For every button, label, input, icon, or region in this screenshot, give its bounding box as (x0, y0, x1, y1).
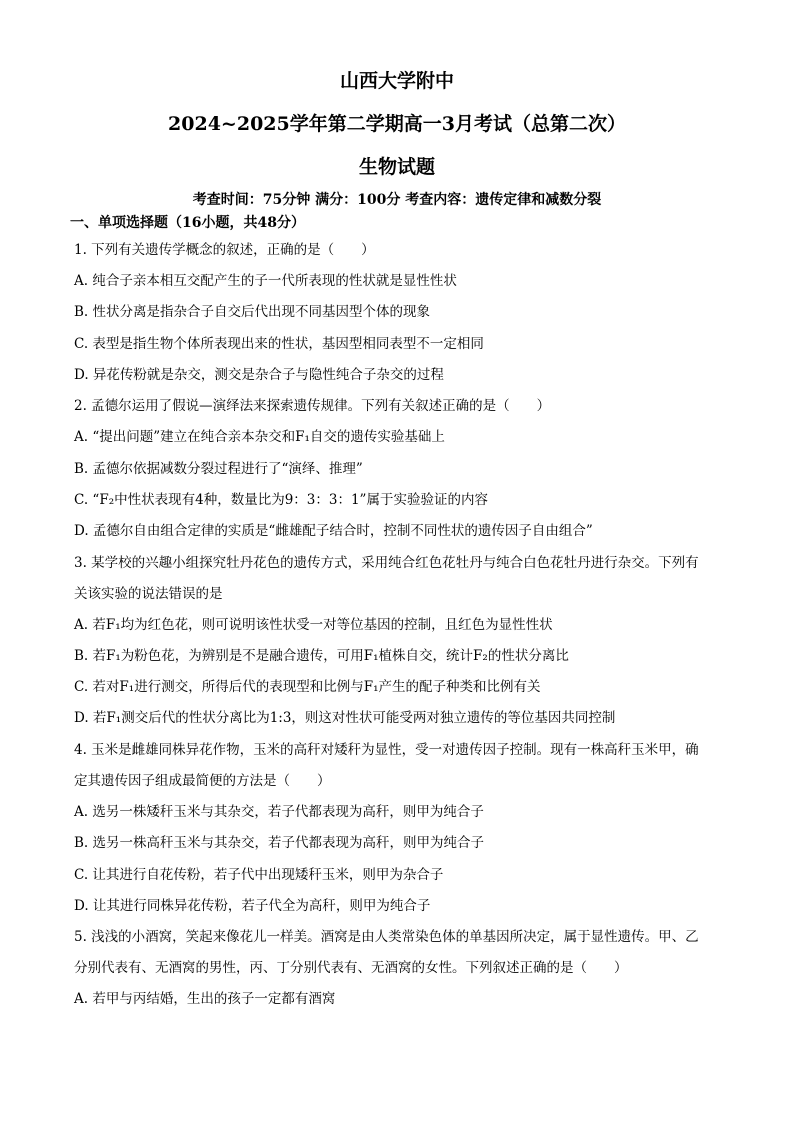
question-2-option-c: C. “F₂中性状表现有4种，数量比为9：3：3：1”属于实验验证的内容 (74, 492, 488, 508)
question-5-option-a: A. 若甲与丙结婚，生出的孩子一定都有酒窝 (74, 991, 336, 1007)
question-2-option-a: A. “提出问题”建立在纯合亲本杂交和F₁自交的遗传实验基础上 (74, 429, 445, 445)
question-4-option-d: D. 让其进行同株异花传粉，若子代全为高秆，则甲为纯合子 (74, 898, 431, 914)
question-4-stem-line-2: 定其遗传因子组成最简便的方法是（ ） (74, 773, 331, 789)
school-name: 山西大学附中 (339, 70, 454, 92)
question-2-option-b: B. 孟德尔依据减数分裂过程进行了“演绎、推理” (74, 461, 363, 477)
question-3-option-d: D. 若F₁测交后代的性状分离比为1:3，则这对性状可能受两对独立遗传的等位基因共同控制 (74, 710, 616, 726)
subject-title: 生物试题 (358, 156, 435, 178)
question-3-stem-line-1: 3. 某学校的兴趣小组探究牡丹花色的遗传方式，采用纯合红色花牡丹与纯合白色花牡丹进行杂交。下列有 (74, 555, 699, 571)
section-heading: 一、单项选择题（16小题，共48分） (70, 215, 305, 231)
question-3-option-a: A. 若F₁均为红色花，则可说明该性状受一对等位基因的控制，且红色为显性性状 (74, 617, 553, 633)
exam-info: 考查时间：75分钟 满分：100分 考查内容：遗传定律和减数分裂 (192, 192, 602, 208)
exam-title: 2024~2025学年第二学期高一3月考试（总第二次） (168, 113, 626, 135)
question-1-option-c: C. 表型是指生物个体所表现出来的性状，基因型相同表型不一定相同 (74, 336, 484, 352)
question-5-stem-line-2: 分别代表有、无酒窝的男性，丙、丁分别代表有、无酒窝的女性。下列叙述正确的是（ ） (74, 960, 628, 976)
question-2-option-d: D. 孟德尔自由组合定律的实质是“雌雄配子结合时，控制不同性状的遗传因子自由组合” (74, 523, 593, 539)
question-1-option-b: B. 性状分离是指杂合子自交后代出现不同基因型个体的现象 (74, 304, 431, 320)
question-3-option-b: B. 若F₁为粉色花，为辨别是不是融合遗传，可用F₁植株自交，统计F₂的性状分离比 (74, 648, 569, 664)
question-1-stem: 1. 下列有关遗传学概念的叙述，正确的是（ ） (74, 242, 375, 258)
question-3-option-c: C. 若对F₁进行测交，所得后代的表现型和比例与F₁产生的配子种类和比例有关 (74, 679, 541, 695)
question-3-stem-line-2: 关该实验的说法错误的是 (74, 586, 223, 602)
question-1-option-d: D. 异花传粉就是杂交，测交是杂合子与隐性纯合子杂交的过程 (74, 367, 444, 383)
question-4-stem-line-1: 4. 玉米是雌雄同株异花作物，玉米的高秆对矮秆为显性，受一对遗传因子控制。现有一株高秆玉米甲，确 (74, 742, 699, 758)
question-2-stem: 2. 孟德尔运用了假说—演绎法来探索遗传规律。下列有关叙述正确的是（ ） (74, 398, 551, 414)
question-5-stem-line-1: 5. 浅浅的小酒窝，笑起来像花儿一样美。酒窝是由人类常染色体的单基因所决定，属于显性遗传。甲、乙 (74, 929, 699, 945)
question-4-option-c: C. 让其进行自花传粉，若子代中出现矮秆玉米，则甲为杂合子 (74, 867, 444, 883)
question-4-option-a: A. 选另一株矮秆玉米与其杂交，若子代都表现为高秆，则甲为纯合子 (74, 804, 484, 820)
question-4-option-b: B. 选另一株高秆玉米与其杂交，若子代都表现为高秆，则甲为纯合子 (74, 835, 485, 851)
question-1-option-a: A. 纯合子亲本相互交配产生的子一代所表现的性状就是显性性状 (74, 273, 457, 289)
